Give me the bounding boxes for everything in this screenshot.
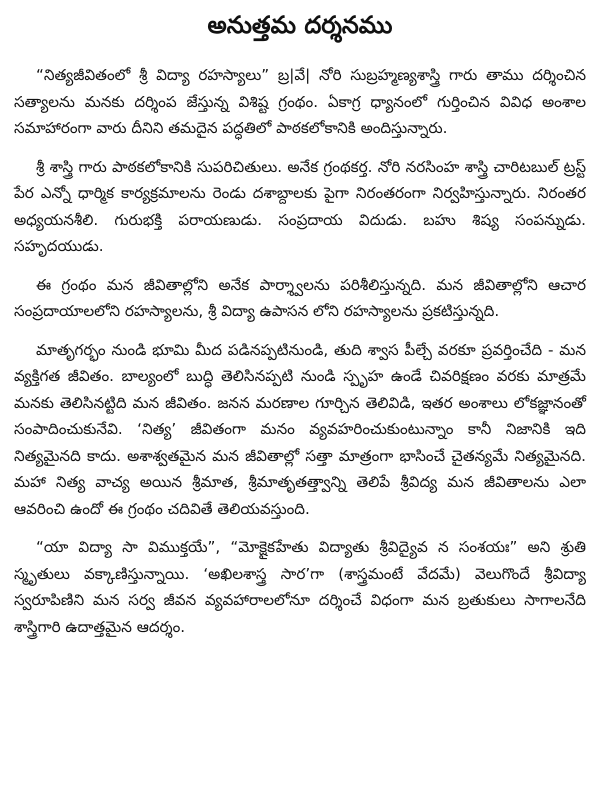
document-page xyxy=(14,10,586,652)
paragraph-2: శ్రీ శాస్త్రి గారు పాఠకలోకానికి సుపరిచితులు. అనేక గ్రంథకర్త. నోరి నరసింహ శాస్త్రి చారిటబుల్ ట్రస్ట్ పేర ఎన్నో ధార్మిక కార్యక్రమాలను రెండు దశాబ్దాలకు పైగా నిరంతరంగా నిర్వహిస్తున్నారు. నిరంతర అధ్యయనశీలి. గురుభక్తి పరాయణుడు. సంప్రదాయ విదుడు. బహు శిష్య సంపన్నుడు. సహృదయుడు. xyxy=(14,157,586,255)
paragraph-1: “నిత్యజీవితంలో శ్రీ విద్యా రహస్యాలు” బ్ర|వే| నోరి సుబ్రహ్మణ్యశాస్త్రి గారు తాము దర్శించిన సత్యాలను మనకు దర్శింప జేస్తున్న విశిష్ట గ్రంథం. ఏకాగ్ర ధ్యానంలో గుర్తించిన వివిధ అంశాల సమాహారంగా వారు దీనిని తమదైన పద్ధతిలో పాఠకలోకానికి అందిస్తున్నారు. xyxy=(14,66,586,137)
document-title: అనుత్తమ దర్శనము xyxy=(207,11,393,39)
paragraph-4: మాతృగర్భం నుండి భూమి మీద పడినప్పటినుండి, తుది శ్వాస పీల్చే వరకూ ప్రవర్తించేది - మన వ్యక్తిగత జీవితం. బాల్యంలో బుద్ధి తెలిసినప్పటి నుండి స్పృహ ఉండే చివరిక్షణం వరకు మాత్రమే మనకు తెలిసినట్టిది మన జీవితం. జనన మరణాల గూర్చిన తెలివిడి, ఇతర అంశాలు లోకజ్ఞానంతో సంపాదించుకునేవి. ‘నిత్య’ జీవితంగా మనం వ్యవహరించుకుంటున్నాం కానీ నిజానికి ఇది నిత్యమైనది కాదు. అశాశ్వతమైన మన జీవితాల్లో సత్తా మాత్రంగా భాసించే చైతన్యమే నిత్యమైనది. మహా నిత్య వాచ్య అయిన శ్రీమాత, శ్రీమాతృతత్త్వాన్ని తెలిపే శ్రీవిద్య మన జీవితాలను ఎలా ఆవరించి ఉందో ఈ గ్రంథం చదివితే తెలియవస్తుంది. xyxy=(14,340,586,518)
paragraph-3: ఈ గ్రంథం మన జీవితాల్లోని అనేక పార్శ్వాలను పరిశీలిస్తున్నది. మన జీవితాల్లోని ఆచార సంప్రదాయాలలోని రహస్యాలను, శ్రీ విద్యా ఉపాసన లోని రహస్యాలను ప్రకటిస్తున్నది. xyxy=(14,275,586,320)
paragraph-5: “యా విద్యా సా విముక్తయే”, “మోక్షైకహేతు విద్యాతు శ్రీవిద్యైవ న సంశయః” అని శ్రుతి స్మృతులు వక్కాణిస్తున్నాయి. ‘అఖిలశాస్త్ర సార’గా (శాస్త్రమంటే వేదమే) వెలుగొందే శ్రీవిద్యా స్వరూపిణిని మన సర్వ జీవన వ్యవహారాలలోనూ దర్శించే విధంగా మన బ్రతుకులు సాగాలనేది శాస్త్రిగారి ఉదాత్తమైన ఆదర్శం. xyxy=(14,538,586,636)
